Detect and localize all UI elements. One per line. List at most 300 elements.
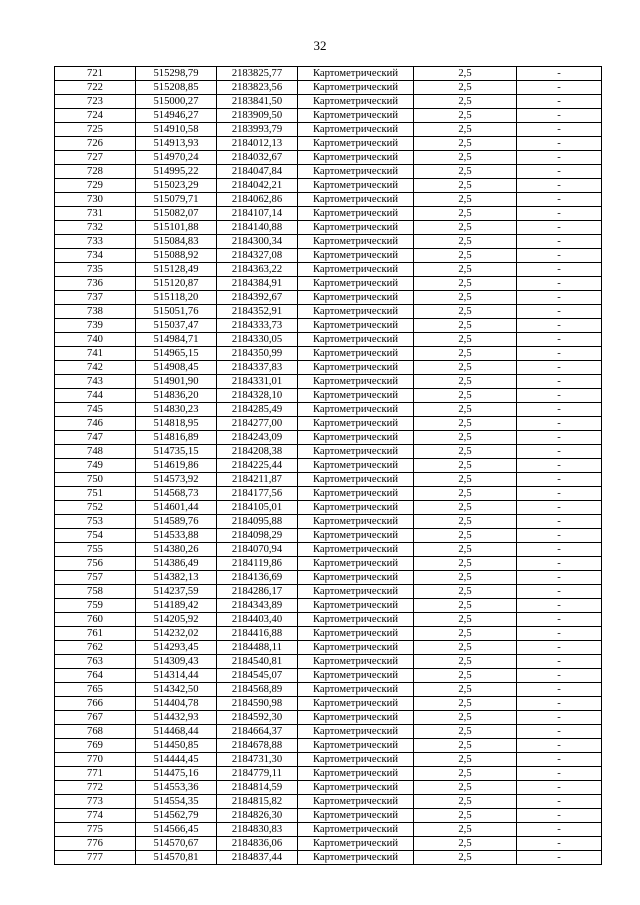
note-cell: - [517,375,602,389]
y-coordinate-cell: 2184830,83 [217,823,298,837]
accuracy-cell: 2,5 [414,725,517,739]
method-cell: Картометрический [298,249,414,263]
note-cell: - [517,851,602,865]
x-coordinate-cell: 514342,50 [136,683,217,697]
method-cell: Картометрический [298,711,414,725]
y-coordinate-cell: 2184327,08 [217,249,298,263]
method-cell: Картометрический [298,823,414,837]
table-row [55,767,602,781]
note-cell: - [517,837,602,851]
method-cell: Картометрический [298,431,414,445]
accuracy-cell: 2,5 [414,585,517,599]
note-cell: - [517,249,602,263]
method-cell: Картометрический [298,417,414,431]
table-row [55,95,602,109]
note-cell: - [517,697,602,711]
method-cell: Картометрический [298,515,414,529]
y-coordinate-cell: 2184350,99 [217,347,298,361]
method-cell: Картометрический [298,599,414,613]
accuracy-cell: 2,5 [414,571,517,585]
y-coordinate-cell: 2184731,30 [217,753,298,767]
y-coordinate-cell: 2184107,14 [217,207,298,221]
method-cell: Картометрический [298,361,414,375]
point-number-cell: 757 [55,571,136,585]
point-number-cell: 722 [55,81,136,95]
table-row [55,809,602,823]
point-number-cell: 721 [55,67,136,81]
accuracy-cell: 2,5 [414,67,517,81]
table-row [55,389,602,403]
table-row [55,529,602,543]
x-coordinate-cell: 514570,67 [136,837,217,851]
y-coordinate-cell: 2184105,01 [217,501,298,515]
table-row [55,81,602,95]
x-coordinate-cell: 514475,16 [136,767,217,781]
table-row [55,823,602,837]
method-cell: Картометрический [298,739,414,753]
point-number-cell: 726 [55,137,136,151]
x-coordinate-cell: 515118,20 [136,291,217,305]
point-number-cell: 746 [55,417,136,431]
accuracy-cell: 2,5 [414,557,517,571]
point-number-cell: 763 [55,655,136,669]
x-coordinate-cell: 515051,76 [136,305,217,319]
method-cell: Картометрический [298,627,414,641]
accuracy-cell: 2,5 [414,501,517,515]
point-number-cell: 776 [55,837,136,851]
table-row [55,375,602,389]
table-row [55,291,602,305]
y-coordinate-cell: 2184352,91 [217,305,298,319]
note-cell: - [517,529,602,543]
table-row [55,501,602,515]
table-row [55,459,602,473]
y-coordinate-cell: 2184333,73 [217,319,298,333]
table-row [55,725,602,739]
accuracy-cell: 2,5 [414,277,517,291]
accuracy-cell: 2,5 [414,543,517,557]
x-coordinate-cell: 514589,76 [136,515,217,529]
x-coordinate-cell: 515120,87 [136,277,217,291]
note-cell: - [517,501,602,515]
x-coordinate-cell: 514554,35 [136,795,217,809]
y-coordinate-cell: 2184592,30 [217,711,298,725]
table-row [55,739,602,753]
table-row [55,193,602,207]
method-cell: Картометрический [298,319,414,333]
note-cell: - [517,543,602,557]
method-cell: Картометрический [298,641,414,655]
method-cell: Картометрический [298,473,414,487]
table-row [55,137,602,151]
method-cell: Картометрический [298,557,414,571]
coordinates-table [54,66,602,865]
table-row [55,445,602,459]
accuracy-cell: 2,5 [414,795,517,809]
y-coordinate-cell: 2184140,88 [217,221,298,235]
point-number-cell: 750 [55,473,136,487]
note-cell: - [517,557,602,571]
method-cell: Картометрический [298,165,414,179]
method-cell: Картометрический [298,585,414,599]
accuracy-cell: 2,5 [414,739,517,753]
table-row [55,347,602,361]
x-coordinate-cell: 514995,22 [136,165,217,179]
point-number-cell: 755 [55,543,136,557]
method-cell: Картометрический [298,571,414,585]
y-coordinate-cell: 2184285,49 [217,403,298,417]
note-cell: - [517,165,602,179]
table-row [55,585,602,599]
x-coordinate-cell: 515101,88 [136,221,217,235]
y-coordinate-cell: 2183909,50 [217,109,298,123]
point-number-cell: 774 [55,809,136,823]
point-number-cell: 736 [55,277,136,291]
method-cell: Картометрический [298,193,414,207]
note-cell: - [517,739,602,753]
table-row [55,235,602,249]
point-number-cell: 764 [55,669,136,683]
y-coordinate-cell: 2184540,81 [217,655,298,669]
point-number-cell: 738 [55,305,136,319]
y-coordinate-cell: 2184177,56 [217,487,298,501]
point-number-cell: 756 [55,557,136,571]
point-number-cell: 773 [55,795,136,809]
note-cell: - [517,571,602,585]
point-number-cell: 758 [55,585,136,599]
table-row [55,613,602,627]
x-coordinate-cell: 514818,95 [136,417,217,431]
note-cell: - [517,627,602,641]
x-coordinate-cell: 514314,44 [136,669,217,683]
method-cell: Картометрический [298,179,414,193]
y-coordinate-cell: 2184012,13 [217,137,298,151]
y-coordinate-cell: 2184678,88 [217,739,298,753]
table-row [55,711,602,725]
point-number-cell: 775 [55,823,136,837]
x-coordinate-cell: 514205,92 [136,613,217,627]
method-cell: Картометрический [298,809,414,823]
point-number-cell: 752 [55,501,136,515]
accuracy-cell: 2,5 [414,235,517,249]
coordinates-table-body [55,67,602,865]
point-number-cell: 753 [55,515,136,529]
table-row [55,683,602,697]
table-row [55,431,602,445]
y-coordinate-cell: 2184328,10 [217,389,298,403]
y-coordinate-cell: 2184032,67 [217,151,298,165]
method-cell: Картометрический [298,445,414,459]
table-row [55,697,602,711]
method-cell: Картометрический [298,753,414,767]
method-cell: Картометрический [298,837,414,851]
y-coordinate-cell: 2184343,89 [217,599,298,613]
point-number-cell: 732 [55,221,136,235]
x-coordinate-cell: 514570,81 [136,851,217,865]
method-cell: Картометрический [298,95,414,109]
point-number-cell: 725 [55,123,136,137]
accuracy-cell: 2,5 [414,655,517,669]
method-cell: Картометрический [298,291,414,305]
accuracy-cell: 2,5 [414,487,517,501]
method-cell: Картометрический [298,151,414,165]
accuracy-cell: 2,5 [414,669,517,683]
method-cell: Картометрический [298,697,414,711]
x-coordinate-cell: 515000,27 [136,95,217,109]
method-cell: Картометрический [298,347,414,361]
point-number-cell: 748 [55,445,136,459]
note-cell: - [517,487,602,501]
note-cell: - [517,767,602,781]
table-row [55,837,602,851]
table-row [55,417,602,431]
point-number-cell: 731 [55,207,136,221]
method-cell: Картометрический [298,459,414,473]
y-coordinate-cell: 2184488,11 [217,641,298,655]
note-cell: - [517,725,602,739]
note-cell: - [517,347,602,361]
method-cell: Картометрический [298,613,414,627]
x-coordinate-cell: 514189,42 [136,599,217,613]
x-coordinate-cell: 514237,59 [136,585,217,599]
accuracy-cell: 2,5 [414,613,517,627]
point-number-cell: 734 [55,249,136,263]
point-number-cell: 723 [55,95,136,109]
y-coordinate-cell: 2184225,44 [217,459,298,473]
point-number-cell: 765 [55,683,136,697]
accuracy-cell: 2,5 [414,137,517,151]
y-coordinate-cell: 2184330,05 [217,333,298,347]
table-row [55,151,602,165]
accuracy-cell: 2,5 [414,641,517,655]
y-coordinate-cell: 2183825,77 [217,67,298,81]
accuracy-cell: 2,5 [414,823,517,837]
note-cell: - [517,81,602,95]
point-number-cell: 761 [55,627,136,641]
method-cell: Картометрический [298,487,414,501]
accuracy-cell: 2,5 [414,851,517,865]
accuracy-cell: 2,5 [414,81,517,95]
x-coordinate-cell: 514573,92 [136,473,217,487]
y-coordinate-cell: 2184826,30 [217,809,298,823]
accuracy-cell: 2,5 [414,221,517,235]
x-coordinate-cell: 514970,24 [136,151,217,165]
method-cell: Картометрический [298,795,414,809]
accuracy-cell: 2,5 [414,207,517,221]
table-row [55,557,602,571]
method-cell: Картометрический [298,655,414,669]
point-number-cell: 749 [55,459,136,473]
method-cell: Картометрический [298,67,414,81]
table-row [55,753,602,767]
x-coordinate-cell: 514386,49 [136,557,217,571]
y-coordinate-cell: 2184815,82 [217,795,298,809]
accuracy-cell: 2,5 [414,179,517,193]
y-coordinate-cell: 2184098,29 [217,529,298,543]
accuracy-cell: 2,5 [414,809,517,823]
note-cell: - [517,137,602,151]
accuracy-cell: 2,5 [414,431,517,445]
x-coordinate-cell: 515079,71 [136,193,217,207]
accuracy-cell: 2,5 [414,165,517,179]
table-row [55,277,602,291]
x-coordinate-cell: 515128,49 [136,263,217,277]
table-row [55,487,602,501]
accuracy-cell: 2,5 [414,627,517,641]
method-cell: Картометрический [298,305,414,319]
point-number-cell: 760 [55,613,136,627]
note-cell: - [517,389,602,403]
point-number-cell: 754 [55,529,136,543]
table-row [55,333,602,347]
x-coordinate-cell: 514913,93 [136,137,217,151]
method-cell: Картометрический [298,403,414,417]
note-cell: - [517,823,602,837]
method-cell: Картометрический [298,333,414,347]
table-row [55,109,602,123]
accuracy-cell: 2,5 [414,417,517,431]
point-number-cell: 742 [55,361,136,375]
note-cell: - [517,585,602,599]
point-number-cell: 741 [55,347,136,361]
accuracy-cell: 2,5 [414,767,517,781]
table-row [55,627,602,641]
accuracy-cell: 2,5 [414,459,517,473]
accuracy-cell: 2,5 [414,375,517,389]
x-coordinate-cell: 514380,26 [136,543,217,557]
point-number-cell: 772 [55,781,136,795]
x-coordinate-cell: 514566,45 [136,823,217,837]
table-row [55,851,602,865]
x-coordinate-cell: 514382,13 [136,571,217,585]
table-row [55,165,602,179]
note-cell: - [517,179,602,193]
note-cell: - [517,193,602,207]
point-number-cell: 729 [55,179,136,193]
table-row [55,669,602,683]
table-row [55,305,602,319]
point-number-cell: 728 [55,165,136,179]
y-coordinate-cell: 2183841,50 [217,95,298,109]
point-number-cell: 727 [55,151,136,165]
y-coordinate-cell: 2184568,89 [217,683,298,697]
method-cell: Картометрический [298,501,414,515]
table-row [55,221,602,235]
y-coordinate-cell: 2184047,84 [217,165,298,179]
note-cell: - [517,333,602,347]
method-cell: Картометрический [298,375,414,389]
accuracy-cell: 2,5 [414,193,517,207]
x-coordinate-cell: 514450,85 [136,739,217,753]
method-cell: Картометрический [298,683,414,697]
point-number-cell: 724 [55,109,136,123]
method-cell: Картометрический [298,543,414,557]
accuracy-cell: 2,5 [414,305,517,319]
point-number-cell: 766 [55,697,136,711]
accuracy-cell: 2,5 [414,95,517,109]
note-cell: - [517,641,602,655]
note-cell: - [517,123,602,137]
accuracy-cell: 2,5 [414,263,517,277]
accuracy-cell: 2,5 [414,319,517,333]
x-coordinate-cell: 515023,29 [136,179,217,193]
x-coordinate-cell: 514908,45 [136,361,217,375]
y-coordinate-cell: 2184664,37 [217,725,298,739]
point-number-cell: 730 [55,193,136,207]
point-number-cell: 737 [55,291,136,305]
note-cell: - [517,207,602,221]
point-number-cell: 762 [55,641,136,655]
accuracy-cell: 2,5 [414,333,517,347]
point-number-cell: 745 [55,403,136,417]
y-coordinate-cell: 2184545,07 [217,669,298,683]
y-coordinate-cell: 2184590,98 [217,697,298,711]
table-row [55,781,602,795]
y-coordinate-cell: 2184208,38 [217,445,298,459]
table-row [55,599,602,613]
note-cell: - [517,599,602,613]
x-coordinate-cell: 514816,89 [136,431,217,445]
accuracy-cell: 2,5 [414,473,517,487]
table-row [55,249,602,263]
x-coordinate-cell: 514404,78 [136,697,217,711]
method-cell: Картометрический [298,221,414,235]
x-coordinate-cell: 515298,79 [136,67,217,81]
x-coordinate-cell: 514946,27 [136,109,217,123]
method-cell: Картометрический [298,123,414,137]
point-number-cell: 777 [55,851,136,865]
table-row [55,655,602,669]
x-coordinate-cell: 514836,20 [136,389,217,403]
x-coordinate-cell: 514444,45 [136,753,217,767]
x-coordinate-cell: 514309,43 [136,655,217,669]
table-row [55,473,602,487]
y-coordinate-cell: 2184211,87 [217,473,298,487]
note-cell: - [517,795,602,809]
method-cell: Картометрический [298,767,414,781]
accuracy-cell: 2,5 [414,123,517,137]
method-cell: Картометрический [298,207,414,221]
note-cell: - [517,221,602,235]
y-coordinate-cell: 2184300,34 [217,235,298,249]
point-number-cell: 740 [55,333,136,347]
accuracy-cell: 2,5 [414,683,517,697]
accuracy-cell: 2,5 [414,599,517,613]
method-cell: Картометрический [298,109,414,123]
accuracy-cell: 2,5 [414,109,517,123]
y-coordinate-cell: 2184042,21 [217,179,298,193]
y-coordinate-cell: 2184286,17 [217,585,298,599]
table-row [55,795,602,809]
y-coordinate-cell: 2184337,83 [217,361,298,375]
point-number-cell: 744 [55,389,136,403]
table-row [55,319,602,333]
table-row [55,67,602,81]
note-cell: - [517,669,602,683]
note-cell: - [517,431,602,445]
x-coordinate-cell: 514232,02 [136,627,217,641]
page-number: 32 [313,38,327,53]
note-cell: - [517,473,602,487]
accuracy-cell: 2,5 [414,753,517,767]
note-cell: - [517,263,602,277]
x-coordinate-cell: 514901,90 [136,375,217,389]
method-cell: Картометрический [298,137,414,151]
note-cell: - [517,319,602,333]
y-coordinate-cell: 2184070,94 [217,543,298,557]
x-coordinate-cell: 514468,44 [136,725,217,739]
y-coordinate-cell: 2184277,00 [217,417,298,431]
